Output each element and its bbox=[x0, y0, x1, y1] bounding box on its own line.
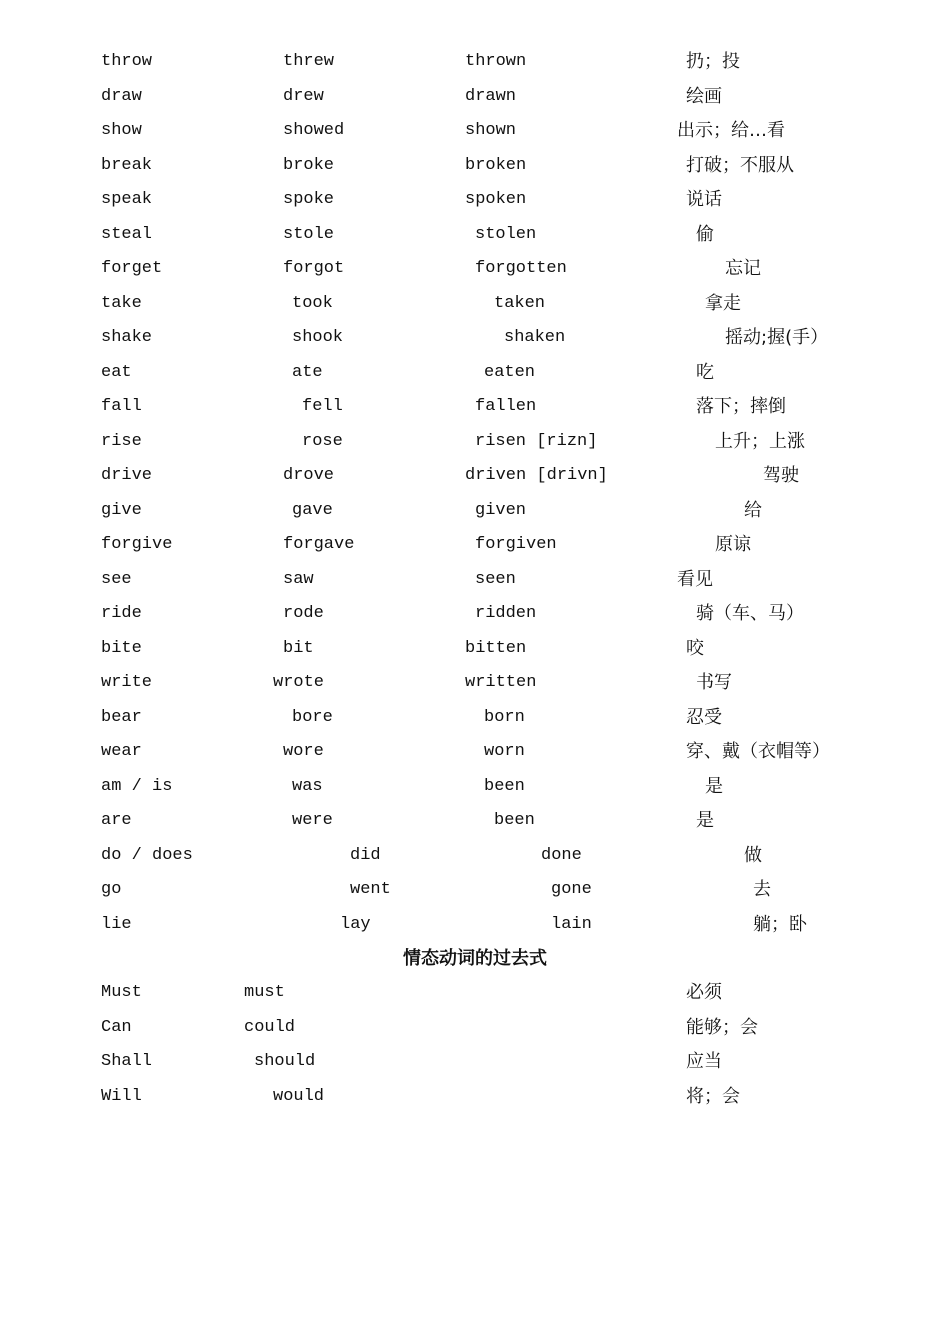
base-form: speak bbox=[101, 190, 153, 209]
past-participle: done bbox=[541, 845, 582, 865]
table-row bbox=[0, 356, 950, 390]
past-participle: shown bbox=[465, 121, 517, 140]
base-form: ride bbox=[101, 604, 142, 623]
past-tense: went bbox=[350, 880, 391, 899]
past-tense: were bbox=[292, 811, 333, 830]
chinese-meaning: 原谅 bbox=[715, 534, 751, 555]
chinese-meaning: 咬 bbox=[686, 637, 704, 659]
chinese-meaning: 去 bbox=[753, 879, 771, 900]
table-row bbox=[0, 1080, 950, 1114]
base-form: rise bbox=[101, 431, 142, 451]
base-form: am / is bbox=[101, 776, 173, 796]
past-tense: did bbox=[350, 845, 381, 865]
past-participle: worn bbox=[484, 742, 525, 761]
past-participle: seen bbox=[475, 569, 516, 589]
base-form: steal bbox=[101, 224, 153, 244]
table-row bbox=[0, 804, 950, 838]
past-participle: forgotten bbox=[475, 259, 567, 278]
past-participle: risen [rizn] bbox=[475, 431, 598, 451]
base-form: fall bbox=[101, 397, 142, 416]
chinese-meaning: 做 bbox=[744, 844, 762, 866]
base-form: go bbox=[101, 880, 122, 899]
table-row bbox=[0, 735, 950, 769]
table-row bbox=[0, 45, 950, 79]
chinese-meaning: 落下；摔倒 bbox=[696, 396, 786, 417]
table-row bbox=[0, 528, 950, 562]
chinese-meaning: 摇动;握(手） bbox=[725, 327, 829, 348]
chinese-meaning: 吃 bbox=[696, 361, 714, 383]
modal-base-form: Can bbox=[101, 1017, 132, 1037]
table-row bbox=[0, 80, 950, 114]
base-form: show bbox=[101, 121, 142, 140]
table-row bbox=[0, 976, 950, 1010]
table-row bbox=[0, 597, 950, 631]
base-form: draw bbox=[101, 86, 142, 106]
past-tense: broke bbox=[283, 155, 335, 175]
past-participle: shaken bbox=[504, 328, 566, 347]
base-form: forgive bbox=[101, 535, 173, 554]
table-row bbox=[0, 770, 950, 804]
modal-past-form: should bbox=[254, 1052, 316, 1071]
table-row bbox=[0, 218, 950, 252]
past-tense: drew bbox=[283, 86, 324, 106]
past-participle: been bbox=[484, 776, 525, 796]
modal-base-form: Will bbox=[101, 1086, 142, 1106]
chinese-meaning: 出示；给…看 bbox=[677, 120, 785, 141]
past-participle: lain bbox=[551, 914, 592, 934]
chinese-meaning: 忍受 bbox=[686, 706, 722, 728]
table-row bbox=[0, 183, 950, 217]
base-form: take bbox=[101, 293, 142, 313]
table-row bbox=[0, 666, 950, 700]
base-form: break bbox=[101, 155, 153, 175]
table-row bbox=[0, 1011, 950, 1045]
past-tense: threw bbox=[283, 52, 335, 71]
past-tense: fell bbox=[302, 397, 343, 416]
past-participle: ridden bbox=[475, 604, 537, 623]
chinese-meaning: 偷 bbox=[696, 223, 714, 245]
modal-base-form: Must bbox=[101, 983, 142, 1002]
table-row bbox=[0, 459, 950, 493]
table-row bbox=[0, 494, 950, 528]
chinese-meaning: 驾驶 bbox=[763, 465, 799, 486]
base-form: lie bbox=[101, 914, 132, 934]
past-tense: wrote bbox=[273, 673, 325, 692]
chinese-meaning: 必须 bbox=[686, 982, 722, 1003]
past-participle: gone bbox=[551, 880, 592, 899]
chinese-meaning: 说话 bbox=[686, 189, 722, 210]
chinese-meaning: 穿、戴（衣帽等） bbox=[686, 741, 830, 762]
table-row bbox=[0, 425, 950, 459]
past-participle: born bbox=[484, 707, 525, 727]
chinese-meaning: 是 bbox=[705, 775, 723, 797]
past-participle: thrown bbox=[465, 52, 527, 71]
chinese-meaning: 能够；会 bbox=[686, 1016, 758, 1038]
chinese-meaning: 打破；不服从 bbox=[686, 154, 794, 176]
past-tense: was bbox=[292, 776, 323, 796]
base-form: do / does bbox=[101, 845, 193, 865]
table-row bbox=[0, 632, 950, 666]
table-row bbox=[0, 114, 950, 148]
chinese-meaning: 将；会 bbox=[686, 1085, 740, 1107]
past-tense: showed bbox=[283, 121, 345, 140]
past-tense: spoke bbox=[283, 190, 335, 209]
past-participle: eaten bbox=[484, 362, 536, 382]
past-participle: driven [drivn] bbox=[465, 466, 608, 485]
table-row bbox=[0, 908, 950, 942]
base-form: bite bbox=[101, 638, 142, 658]
base-form: are bbox=[101, 811, 132, 830]
chinese-meaning: 拿走 bbox=[705, 292, 741, 314]
past-participle: drawn bbox=[465, 86, 517, 106]
chinese-meaning: 上升；上涨 bbox=[715, 430, 805, 452]
modal-past-form: must bbox=[244, 983, 285, 1002]
chinese-meaning: 应当 bbox=[686, 1051, 722, 1072]
table-row bbox=[0, 563, 950, 597]
past-tense: lay bbox=[340, 914, 371, 934]
base-form: drive bbox=[101, 466, 153, 485]
modal-base-form: Shall bbox=[101, 1052, 153, 1071]
table-row bbox=[0, 1045, 950, 1079]
chinese-meaning: 躺；卧 bbox=[753, 913, 807, 935]
base-form: wear bbox=[101, 742, 142, 761]
past-participle: spoken bbox=[465, 190, 527, 209]
base-form: forget bbox=[101, 259, 163, 278]
chinese-meaning: 给 bbox=[744, 499, 762, 521]
base-form: write bbox=[101, 673, 153, 692]
chinese-meaning: 扔；投 bbox=[686, 51, 740, 72]
base-form: give bbox=[101, 500, 142, 520]
past-tense: rode bbox=[283, 604, 324, 623]
past-tense: rose bbox=[302, 431, 343, 451]
past-participle: given bbox=[475, 500, 527, 520]
base-form: see bbox=[101, 569, 132, 589]
chinese-meaning: 绘画 bbox=[686, 85, 722, 107]
modal-past-form: could bbox=[244, 1017, 296, 1037]
table-row bbox=[0, 390, 950, 424]
past-participle: stolen bbox=[475, 224, 537, 244]
base-form: throw bbox=[101, 52, 153, 71]
past-tense: ate bbox=[292, 362, 323, 382]
past-participle: taken bbox=[494, 293, 546, 313]
modal-section-heading: 情态动词的过去式 bbox=[403, 948, 547, 969]
past-tense: bore bbox=[292, 707, 333, 727]
past-participle: written bbox=[465, 673, 537, 692]
table-row bbox=[0, 873, 950, 907]
past-tense: forgave bbox=[283, 535, 355, 554]
base-form: shake bbox=[101, 328, 153, 347]
past-participle: been bbox=[494, 811, 535, 830]
chinese-meaning: 看见 bbox=[677, 568, 713, 590]
past-tense: wore bbox=[283, 742, 324, 761]
past-tense: drove bbox=[283, 466, 335, 485]
chinese-meaning: 忘记 bbox=[725, 258, 761, 279]
table-row bbox=[0, 252, 950, 286]
past-participle: broken bbox=[465, 155, 527, 175]
past-tense: gave bbox=[292, 500, 333, 520]
past-tense: bit bbox=[283, 638, 314, 658]
chinese-meaning: 是 bbox=[696, 810, 714, 831]
past-tense: shook bbox=[292, 328, 344, 347]
base-form: bear bbox=[101, 707, 142, 727]
chinese-meaning: 书写 bbox=[696, 672, 732, 693]
chinese-meaning: 骑（车、马） bbox=[696, 603, 804, 624]
table-row bbox=[0, 321, 950, 355]
past-participle: bitten bbox=[465, 638, 527, 658]
table-row bbox=[0, 149, 950, 183]
past-tense: stole bbox=[283, 224, 335, 244]
past-participle: fallen bbox=[475, 397, 537, 416]
past-tense: took bbox=[292, 293, 333, 313]
past-participle: forgiven bbox=[475, 535, 557, 554]
past-tense: forgot bbox=[283, 259, 345, 278]
modal-past-form: would bbox=[273, 1086, 325, 1106]
past-tense: saw bbox=[283, 569, 314, 589]
table-row bbox=[0, 839, 950, 873]
base-form: eat bbox=[101, 362, 132, 382]
table-row bbox=[0, 287, 950, 321]
table-row bbox=[0, 701, 950, 735]
